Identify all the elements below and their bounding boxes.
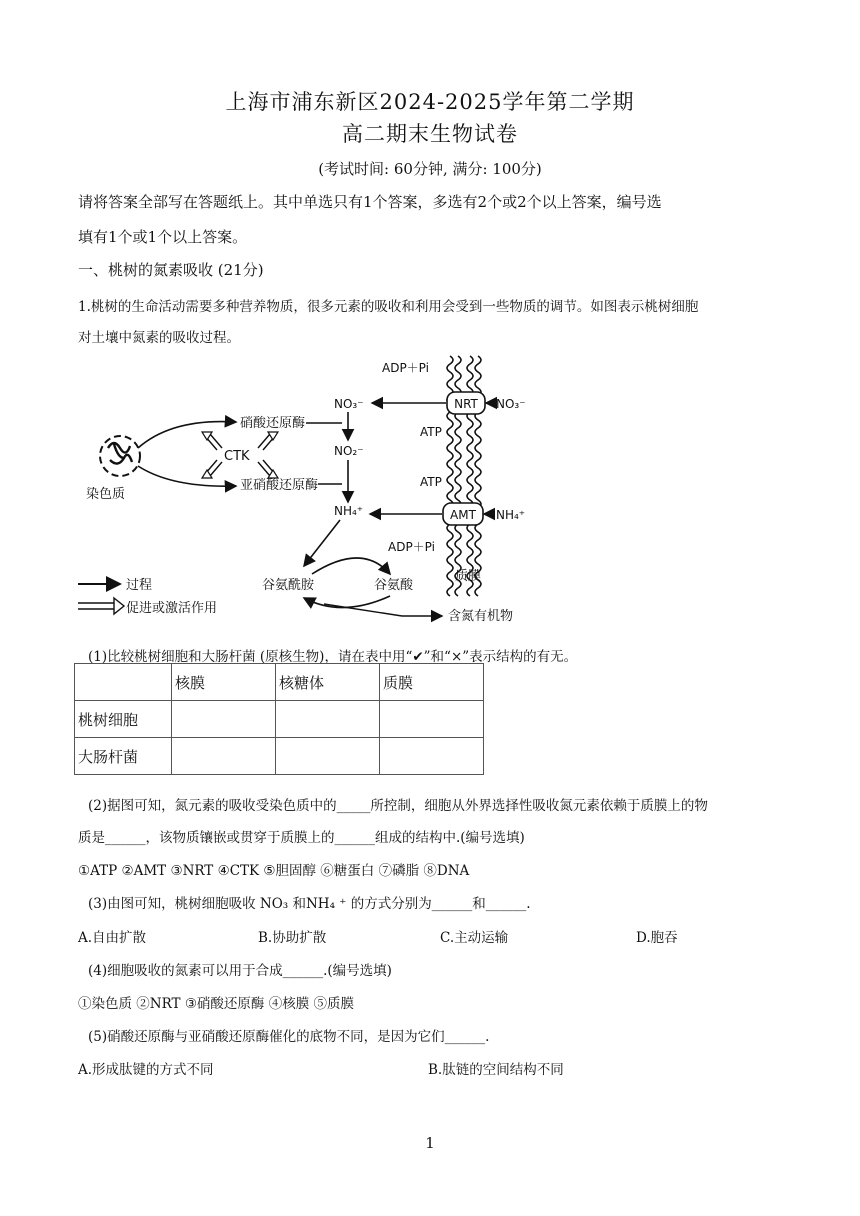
section-heading: 一、桃树的氮素吸收 (21分) [78,261,264,279]
chromatin-label: 染色质 [86,487,126,502]
q1-3-option-a[interactable]: A.自由扩散 [78,930,147,946]
table-row-label: 桃树细胞 [75,701,172,738]
table-header-cell: 核糖体 [276,664,380,701]
question-intro-line1: 1.桃树的生命活动需要多种营养物质，很多元素的吸收和利用会受到一些物质的调节。如图表示桃树细胞 [78,299,699,315]
table-header-cell: 核膜 [172,664,276,701]
table-header-cell [75,664,172,701]
table-row-label: 大肠杆菌 [75,738,172,775]
exam-subtitle: 高二期末生物试卷 [342,122,518,146]
q1-2-line1: (2)据图可知，氮元素的吸收受染色质中的_____所控制，细胞从外界选择性吸收氮元素依赖于质膜上的物 [88,798,708,814]
chromatin-nucleus [100,436,140,476]
table-header-row [75,664,484,701]
q1-3-option-d[interactable]: D.胞吞 [636,930,678,946]
nitrogen-uptake-diagram [72,348,592,630]
exam-title: 上海市浦东新区2024-2025学年第二学期 [225,90,635,114]
legend [78,577,217,616]
legend-process-label: 过程 [126,578,153,593]
table-cell[interactable] [172,738,276,775]
q1-2-options: ①ATP ②AMT ③NRT ④CTK ⑤胆固醇 ⑥糖蛋白 ⑦磷脂 ⑧DNA [78,863,470,879]
table-cell[interactable] [380,738,484,775]
membrane-label: 质膜 [455,569,482,584]
q1-2-line2: 质是______，该物质镶嵌或贯穿于质膜上的______组成的结构中.(编号选填) [78,830,525,846]
table-header-cell: 质膜 [380,664,484,701]
exam-info: (考试时间: 60分钟, 满分: 100分) [318,160,542,178]
glutamine-label: 谷氨酰胺 [262,578,315,593]
nitrogen-organic-label: 含氮有机物 [448,609,514,624]
no3-inside-label: NO₃⁻ [334,397,364,411]
question-intro-line2: 对土壤中氮素的吸收过程。 [78,330,240,346]
table-row [75,701,484,738]
table-cell[interactable] [172,701,276,738]
q1-3-text: (3)由图可知，桃树细胞吸收 NO₃ 和NH₄ ⁺ 的方式分别为______和______. [88,896,531,912]
nh4-inside-label: NH₄⁺ [334,504,364,518]
q1-1-text: (1)比较桃树细胞和大肠杆菌 (原核生物)，请在表中用“✔”和“×”表示结构的有无。 [88,649,578,665]
q1-5-text: (5)硝酸还原酶与亚硝酸还原酶催化的底物不同，是因为它们______. [88,1029,490,1045]
no3-outside-label: NO₃⁻ [496,397,526,411]
table-cell[interactable] [380,701,484,738]
nrt-label: NRT [454,397,478,411]
table-cell[interactable] [276,738,380,775]
q1-5-option-a[interactable]: A.形成肽键的方式不同 [78,1062,214,1078]
adp-top-label: ADP＋Pi [382,361,429,375]
q1-4-options: ①染色质 ②NRT ③硝酸还原酶 ④核膜 ⑤质膜 [78,996,355,1012]
atp-bottom-label: ATP [420,475,442,489]
q1-3-option-b[interactable]: B.协助扩散 [258,930,327,946]
page-number: 1 [425,1134,435,1152]
q1-3-option-c[interactable]: C.主动运输 [440,930,509,946]
structure-table [74,663,484,775]
table-cell[interactable] [276,701,380,738]
nitrite-reductase-label: 亚硝酸还原酶 [240,478,319,493]
legend-promote-label: 促进或激活作用 [126,601,218,616]
nitrate-reductase-label: 硝酸还原酶 [240,416,306,431]
glutamate-label: 谷氨酸 [374,578,414,593]
ctk-label: CTK [224,449,250,464]
no2-label: NO₂⁻ [334,444,364,458]
q1-4-text: (4)细胞吸收的氮素可以用于合成______.(编号选填) [88,963,392,979]
table-row [75,738,484,775]
q1-5-option-b[interactable]: B.肽链的空间结构不同 [428,1062,564,1078]
adp-bottom-label: ADP＋Pi [388,540,435,554]
instructions-line1: 请将答案全部写在答题纸上。其中单选只有1个答案，多选有2个或2个以上答案，编号选 [78,193,662,211]
nh4-outside-label: NH₄⁺ [496,508,526,522]
amt-label: AMT [450,508,476,522]
instructions-line2: 填有1个或1个以上答案。 [78,228,248,246]
atp-top-label: ATP [420,425,442,439]
